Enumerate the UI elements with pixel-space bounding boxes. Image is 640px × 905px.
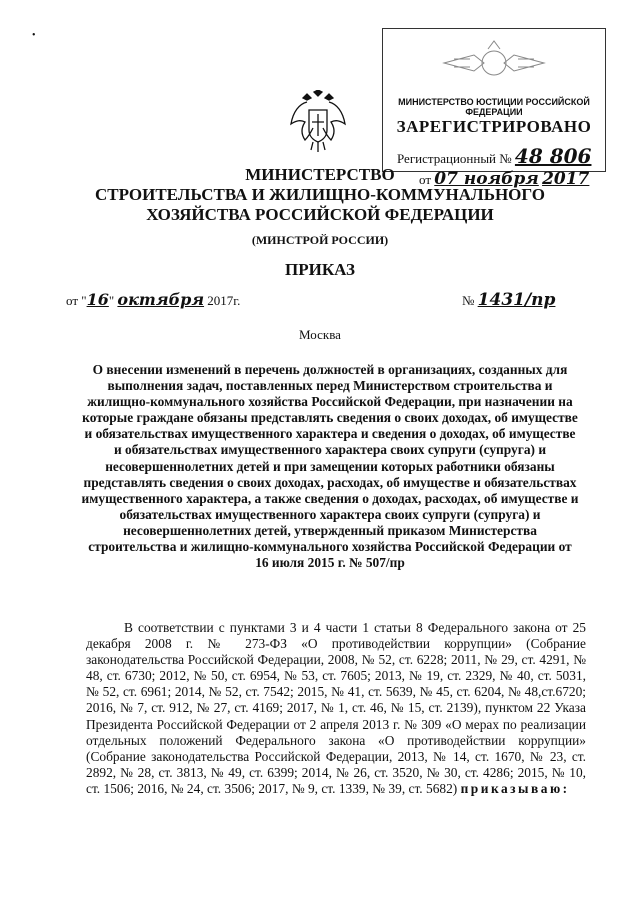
- order-day: 16: [86, 290, 109, 309]
- stamp-date-prefix: от: [419, 172, 432, 187]
- order-number-value: 1431/пр: [477, 290, 556, 310]
- ministry-line-1: МИНИСТЕРСТВО: [245, 165, 395, 184]
- stamp-date-value: 07 ноября: [434, 169, 539, 189]
- registration-stamp: [382, 28, 606, 189]
- order-body-text: В соответствии с пунктами 3 и 4 части 1 статьи 8 Федерального закона от 25 декабря 2008 г. № 273-ФЗ «О противодействии коррупции» (Собрание законодательства Российской Федерации, 2008, № 52, ст. 6228; 2011, № 29, ст. 4291, № 48, ст. 6730; 2012, № 50, ст. 6954, № 53, ст. 7605; 2013, № 19, ст. 2329, № 40, ст. 5031, № 52, ст. 6961; 2014, № 52, ст. 7542; 2015, № 41, ст. 5639, № 45, ст. 6204, № 48,ст.6720; 2016, № 7, ст. 912, № 27, ст. 4169; 2017, № 1, ст. 46, № 15, ст. 2139), пунктом 22 Указа Президента Российской Федерации от 2 апреля 2013 г. № 309 «О мерах по реализации отдельных положений Федерального закона «О противодействии коррупции» (Собрание законодательства Российской Федерации, 2013, № 14, ст. 1670, № 23, ст. 2892, № 28, ст. 3813, № 49, ст. 6399; 2014, № 26, ст. 3520, № 30, ст. 4286; 2015, № 10, ст. 1506; 2016, № 24, ст. 3506; 2017, № 9, ст. 1339, № 39, ст. 5682): [86, 620, 586, 796]
- order-year: 2017г.: [207, 293, 241, 308]
- ministry-header: [0, 165, 640, 225]
- stamp-date-year: 2017: [542, 169, 590, 189]
- ministry-line-3: ХОЗЯЙСТВА РОССИЙСКОЙ ФЕДЕРАЦИИ: [146, 205, 494, 224]
- stamp-reg-label: Регистрационный №: [397, 151, 512, 166]
- order-date: от "16" октября 2017г.: [66, 290, 241, 309]
- ministry-short-name: (МИНСТРОЙ РОССИИ): [251, 233, 389, 247]
- order-number: [462, 290, 555, 310]
- corner-mark: •: [32, 30, 36, 41]
- order-body: [86, 620, 586, 797]
- order-month: октября: [117, 290, 205, 309]
- stamp-emblem-icon: [383, 35, 605, 92]
- stamp-ministry-name: МИНИСТЕРСТВО ЮСТИЦИИ РОССИЙСКОЙ ФЕДЕРАЦИИ: [398, 97, 590, 117]
- order-title: О внесении изменений в перечень должностей в организациях, созданных для выполнения задач, поставленных перед Министерством строительства и жилищно-коммунального хозяйства Российской Федерации, при назначении на которые граждане обязаны представлять сведения о своих доходах, об имуществе и обязательствах имущественного характера и сведения о доходах, об имуществе и обязательствах имущественного характера своих супруги (супруга) и несовершеннолетних детей и при замещении которых работники обязаны представлять сведения о своих доходах, расходах, об имуществе и обязательствах имущественного характера, а также сведения о доходах, расходах, об имуществе и обязательствах имущественного характера своих супруги (супруга) и несовершеннолетних детей, утвержденный приказом Министерства строительства и жилищно-коммунального хозяйства Российской Федерации от 16 июля 2015 г. № 507/пр: [81, 362, 579, 571]
- order-number-label: №: [462, 293, 475, 308]
- document-type: ПРИКАЗ: [285, 260, 355, 279]
- order-date-prefix: от ": [66, 293, 87, 308]
- stamp-title: ЗАРЕГИСТРИРОВАНО: [396, 117, 592, 136]
- order-word: приказываю:: [460, 780, 570, 796]
- coat-of-arms-icon: [289, 90, 347, 152]
- ministry-line-2: СТРОИТЕЛЬСТВА И ЖИЛИЩНО-КОММУНАЛЬНОГО: [94, 185, 546, 204]
- stamp-reg-number: 48 806: [514, 144, 592, 168]
- city: Москва: [299, 327, 341, 342]
